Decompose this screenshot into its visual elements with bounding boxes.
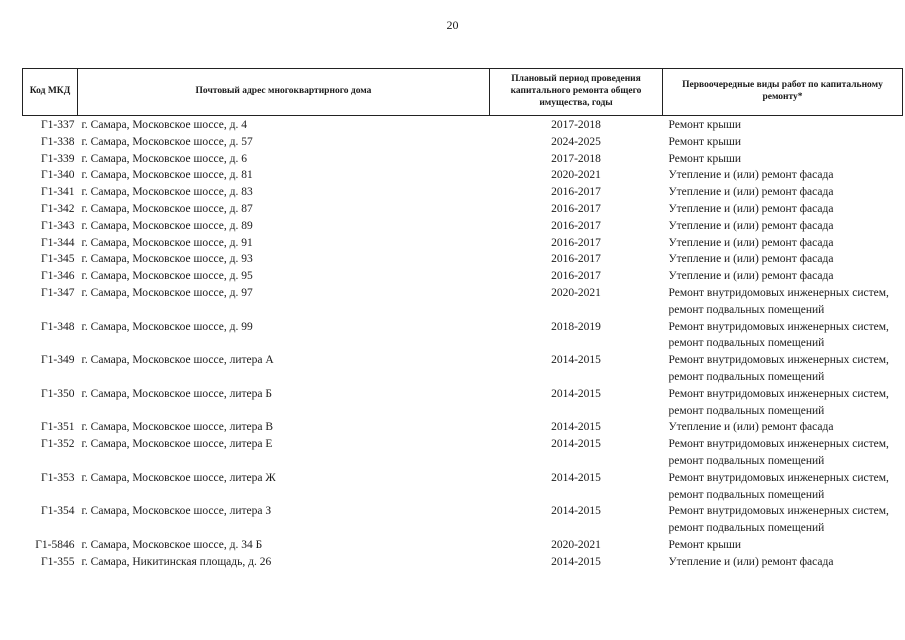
works-line: Утепление и (или) ремонт фасада	[668, 202, 834, 215]
table-row	[23, 537, 903, 554]
cell-code: Г1-338	[41, 135, 75, 148]
works-line: Утепление и (или) ремонт фасада	[668, 186, 834, 199]
cell-period: 2018-2019	[551, 320, 601, 333]
table-row	[23, 235, 903, 252]
cell-code: Г1-349	[41, 354, 75, 367]
cell-address: г. Самара, Московское шоссе, литера Б	[81, 387, 272, 400]
cell-address: г. Самара, Московское шоссе, д. 87	[81, 202, 253, 215]
table-row	[23, 470, 903, 504]
header-address: Почтовый адрес многоквартирного дома	[78, 69, 490, 116]
cell-works	[663, 470, 903, 504]
cell-address: г. Самара, Московское шоссе, д. 83	[81, 186, 253, 199]
cell-code: Г1-344	[41, 236, 75, 249]
works-line: Ремонт крыши	[668, 135, 742, 148]
table-row	[23, 419, 903, 436]
cell-period: 2014-2015	[551, 555, 601, 568]
cell-code: Г1-352	[41, 438, 75, 451]
cell-code: Г1-347	[41, 286, 75, 299]
works-line: Ремонт крыши	[668, 119, 742, 131]
cell-works	[663, 419, 903, 436]
cell-code: Г1-339	[41, 152, 75, 165]
table-header	[23, 69, 903, 116]
cell-address: г. Самара, Московское шоссе, литера В	[81, 421, 274, 434]
cell-period: 2014-2015	[551, 354, 601, 367]
table-row	[23, 436, 903, 470]
works-line: ремонт подвальных помещений	[668, 303, 825, 316]
cell-works	[663, 554, 903, 571]
cell-address: г. Самара, Московское шоссе, д. 95	[81, 270, 253, 283]
cell-code: Г1-341	[41, 186, 75, 199]
works-line: Ремонт внутридомовых инженерных систем,	[668, 471, 889, 484]
cell-code: Г1-346	[41, 270, 75, 283]
cell-code: Г1-348	[41, 320, 75, 333]
cell-address: г. Самара, Московское шоссе, д. 91	[81, 236, 253, 249]
cell-works	[663, 235, 903, 252]
cell-works	[663, 167, 903, 184]
cell-period: 2020-2021	[551, 286, 601, 299]
table-row	[23, 218, 903, 235]
cell-works	[663, 251, 903, 268]
cell-address: г. Самара, Никитинская площадь, д. 26	[81, 555, 272, 568]
cell-address: г. Самара, Московское шоссе, литера А	[81, 354, 274, 367]
cell-address: г. Самара, Московское шоссе, д. 6	[81, 152, 247, 165]
cell-code: Г1-342	[41, 202, 75, 215]
cell-works	[663, 268, 903, 285]
works-line: Ремонт внутридомовых инженерных систем,	[668, 387, 889, 400]
table-row	[23, 184, 903, 201]
table-row	[23, 503, 903, 537]
cell-address: г. Самара, Московское шоссе, д. 81	[81, 169, 253, 182]
cell-works	[663, 436, 903, 470]
cell-period: 2014-2015	[551, 438, 601, 451]
cell-period: 2014-2015	[551, 471, 601, 484]
cell-period: 2020-2021	[551, 538, 601, 551]
cell-period: 2016-2017	[551, 219, 601, 232]
cell-address: г. Самара, Московское шоссе, литера З	[81, 505, 272, 518]
cell-period: 2017-2018	[551, 119, 601, 131]
works-line: ремонт подвальных помещений	[668, 337, 825, 350]
cell-period: 2016-2017	[551, 236, 601, 249]
repair-schedule-table	[22, 68, 903, 571]
works-line: Ремонт внутридомовых инженерных систем,	[668, 505, 889, 518]
works-line: ремонт подвальных помещений	[668, 522, 825, 535]
cell-works	[663, 134, 903, 151]
cell-address: г. Самара, Московское шоссе, д. 93	[81, 253, 253, 266]
cell-period: 2024-2025	[551, 135, 601, 148]
header-row	[23, 69, 903, 116]
works-line: Утепление и (или) ремонт фасада	[668, 555, 834, 568]
table-row	[23, 151, 903, 168]
cell-address: г. Самара, Московское шоссе, литера Е	[81, 438, 273, 451]
works-line: ремонт подвальных помещений	[668, 404, 825, 417]
table-row	[23, 386, 903, 420]
header-works: Первоочередные виды работ по капитальному ремонту*	[663, 69, 903, 116]
cell-code: Г1-351	[41, 421, 75, 434]
cell-address: г. Самара, Московское шоссе, д. 4	[81, 119, 247, 131]
works-line: Утепление и (или) ремонт фасада	[668, 270, 834, 283]
cell-code: Г1-355	[41, 555, 75, 568]
cell-code: Г1-354	[41, 505, 75, 518]
cell-works	[663, 537, 903, 554]
table-row	[23, 116, 903, 134]
table-row	[23, 352, 903, 386]
cell-period: 2016-2017	[551, 202, 601, 215]
table-row	[23, 201, 903, 218]
cell-works	[663, 116, 903, 134]
cell-address: г. Самара, Московское шоссе, д. 34 Б	[81, 538, 263, 551]
table-row	[23, 285, 903, 319]
header-code: Код МКД	[23, 69, 78, 116]
cell-address: г. Самара, Московское шоссе, д. 89	[81, 219, 253, 232]
cell-code: Г1-343	[41, 219, 75, 232]
cell-code: Г1-340	[41, 169, 75, 182]
cell-period: 2016-2017	[551, 186, 601, 199]
works-line: Утепление и (или) ремонт фасада	[668, 236, 834, 249]
cell-period: 2014-2015	[551, 387, 601, 400]
table-body	[23, 116, 903, 571]
page-number: 20	[446, 18, 459, 32]
works-line: ремонт подвальных помещений	[668, 370, 825, 383]
header-period: Плановый период проведения капитального ремонта общего имущества, годы	[490, 69, 663, 116]
works-line: Ремонт крыши	[668, 538, 742, 551]
cell-code: Г1-350	[41, 387, 75, 400]
works-line: Утепление и (или) ремонт фасада	[668, 253, 834, 266]
table-row	[23, 251, 903, 268]
works-line: ремонт подвальных помещений	[668, 488, 825, 501]
cell-code: Г1-5846	[35, 538, 75, 551]
works-line: Утепление и (или) ремонт фасада	[668, 421, 834, 434]
cell-works	[663, 151, 903, 168]
cell-works	[663, 319, 903, 353]
works-line: Утепление и (или) ремонт фасада	[668, 169, 834, 182]
works-line: ремонт подвальных помещений	[668, 454, 825, 467]
cell-works	[663, 352, 903, 386]
cell-code: Г1-345	[41, 253, 75, 266]
cell-period: 2016-2017	[551, 270, 601, 283]
cell-works	[663, 386, 903, 420]
cell-period: 2017-2018	[551, 152, 601, 165]
works-line: Ремонт внутридомовых инженерных систем,	[668, 354, 889, 367]
cell-works	[663, 285, 903, 319]
table-row	[23, 319, 903, 353]
cell-period: 2016-2017	[551, 253, 601, 266]
works-line: Ремонт внутридомовых инженерных систем,	[668, 286, 889, 299]
works-line: Ремонт внутридомовых инженерных систем,	[668, 438, 889, 451]
cell-address: г. Самара, Московское шоссе, д. 97	[81, 286, 253, 299]
table-row	[23, 167, 903, 184]
cell-code: Г1-353	[41, 471, 75, 484]
cell-code: Г1-337	[41, 119, 75, 131]
cell-works	[663, 184, 903, 201]
cell-address: г. Самара, Московское шоссе, литера Ж	[81, 471, 276, 484]
table-row	[23, 554, 903, 571]
cell-works	[663, 503, 903, 537]
cell-period: 2014-2015	[551, 505, 601, 518]
cell-address: г. Самара, Московское шоссе, д. 99	[81, 320, 253, 333]
table-row	[23, 134, 903, 151]
works-line: Ремонт крыши	[668, 152, 742, 165]
table-row	[23, 268, 903, 285]
cell-period: 2014-2015	[551, 421, 601, 434]
cell-works	[663, 201, 903, 218]
cell-works	[663, 218, 903, 235]
works-line: Ремонт внутридомовых инженерных систем,	[668, 320, 889, 333]
cell-period: 2020-2021	[551, 169, 601, 182]
works-line: Утепление и (или) ремонт фасада	[668, 219, 834, 232]
cell-address: г. Самара, Московское шоссе, д. 57	[81, 135, 253, 148]
